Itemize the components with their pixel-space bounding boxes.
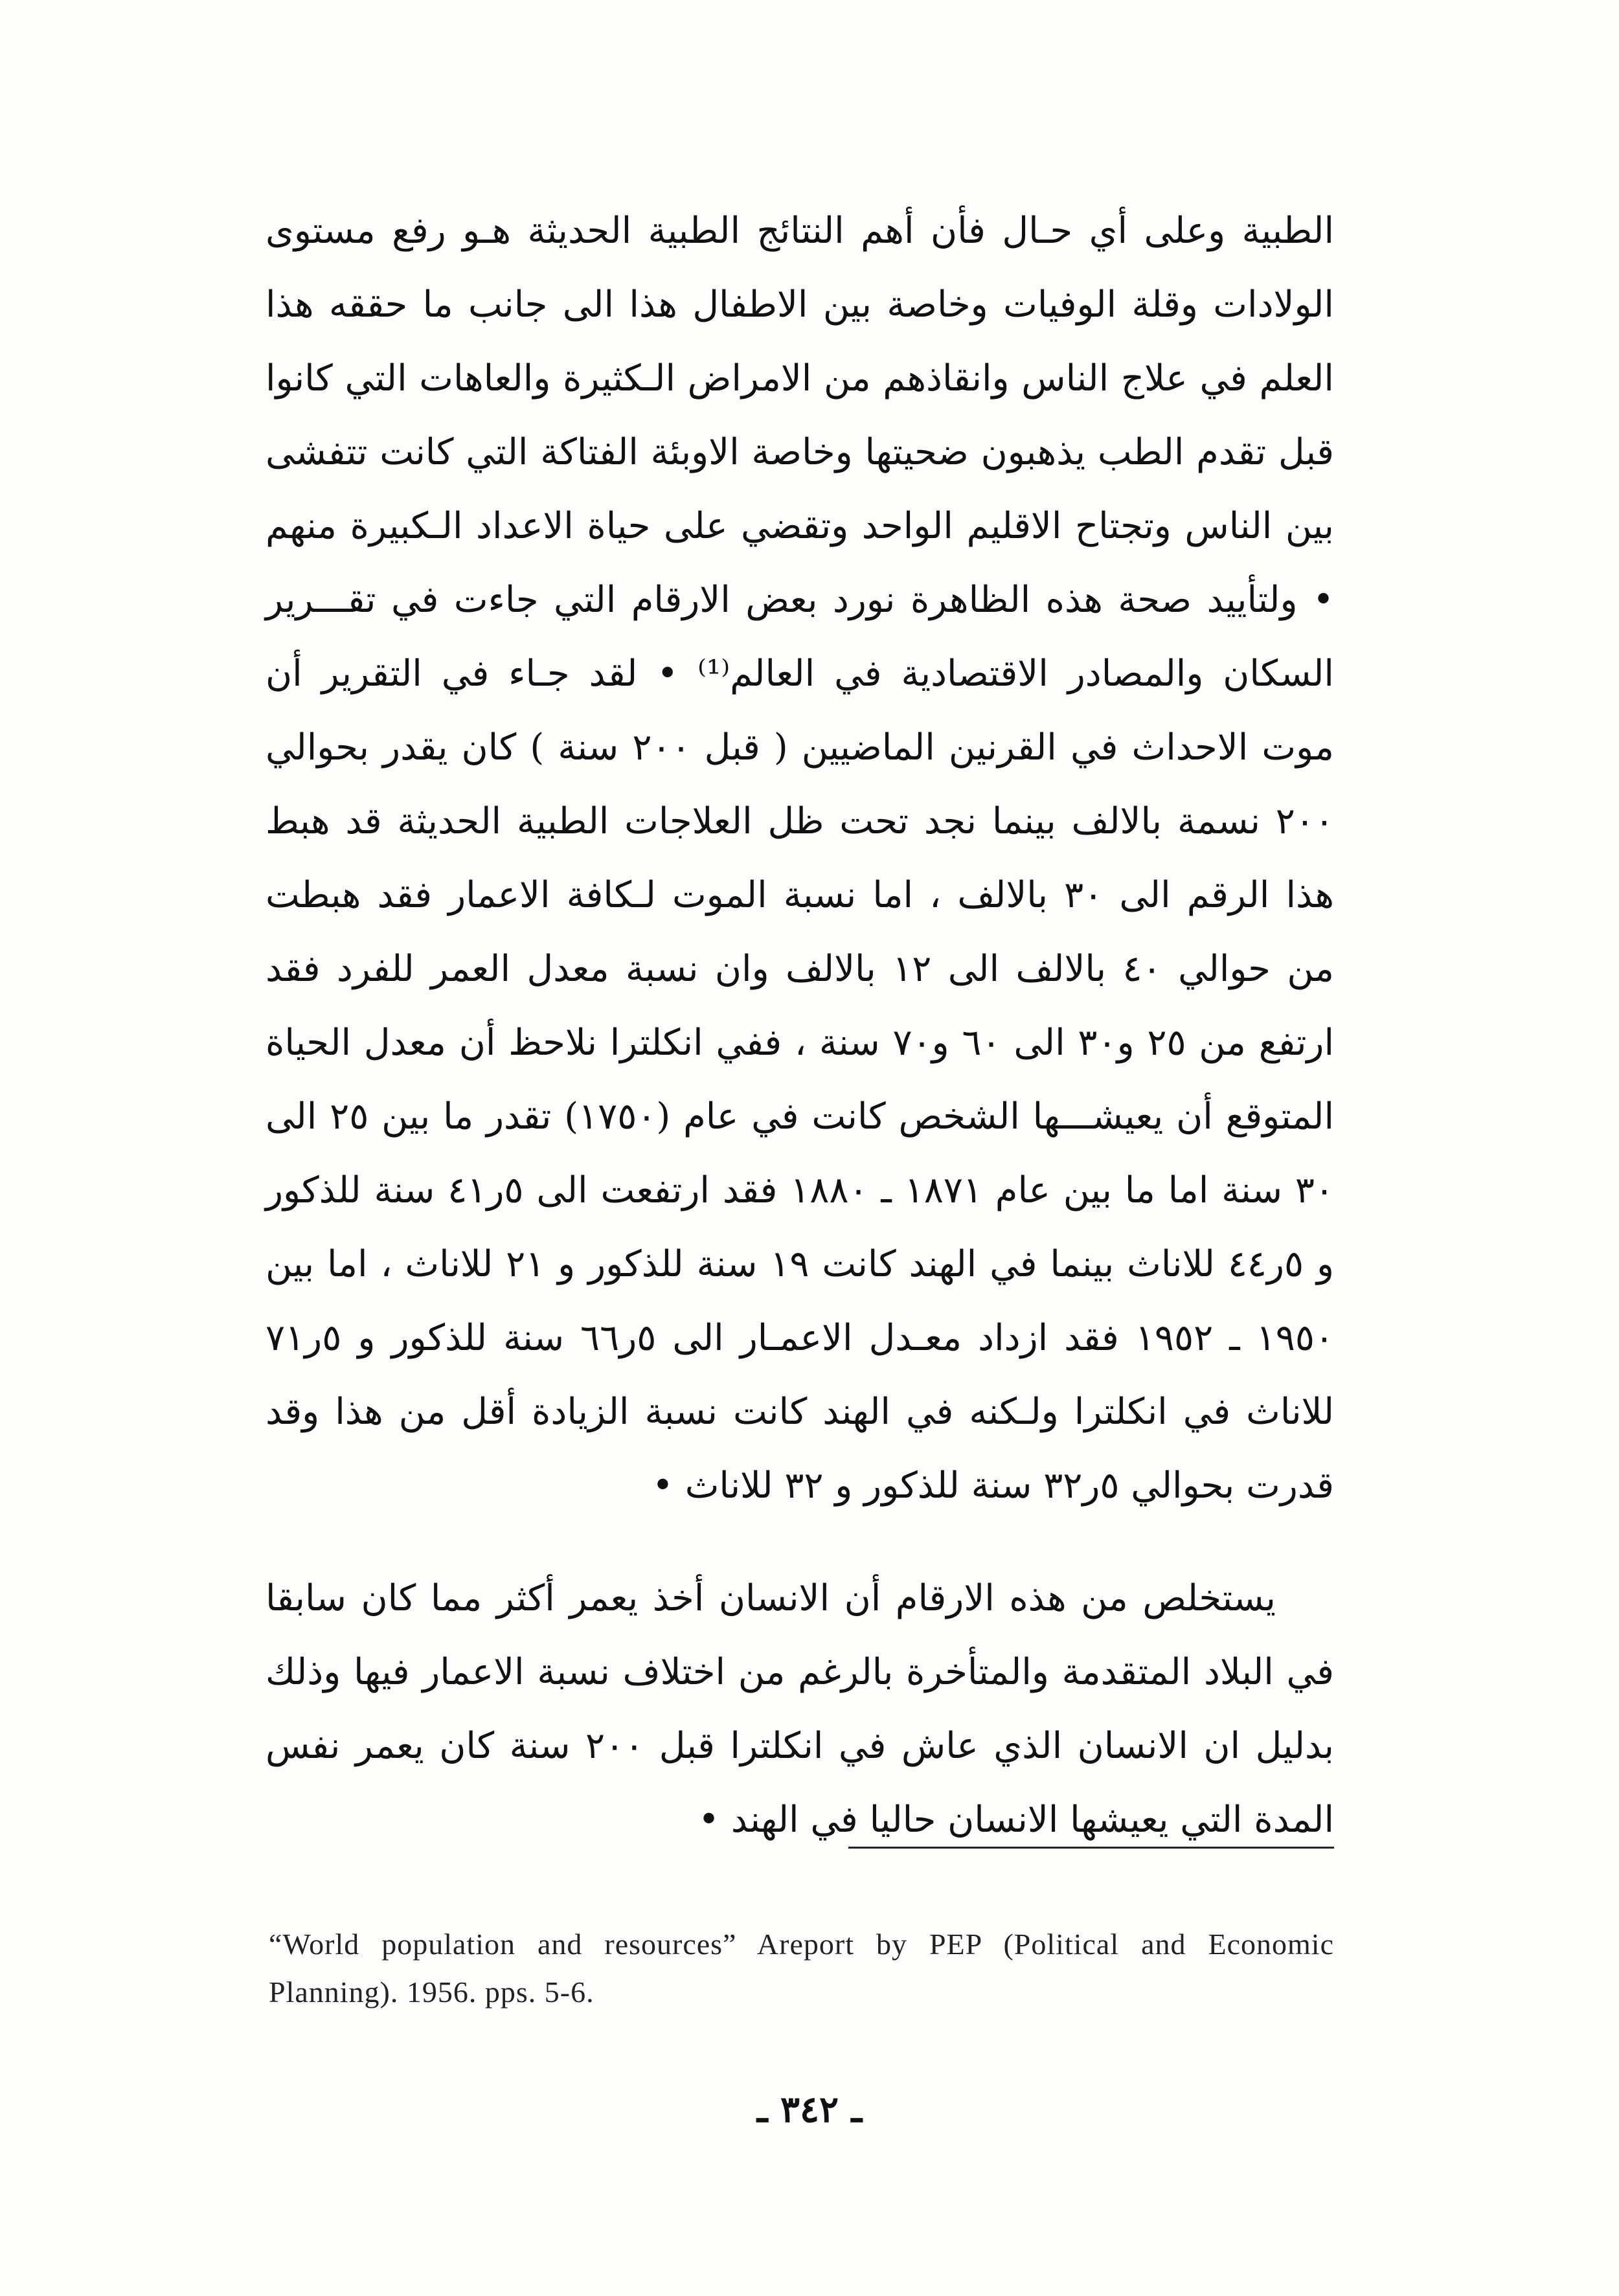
footnote-separator xyxy=(848,1847,1334,1849)
paragraph-2: يستخلص من هذه الارقام أن الانسان أخذ يعمر أكثر مما كان سابقا في البلاد المتقدمة والمتأخرة بالرغم من اختلاف نسبة الاعمار فيها وذلك بدليل ان الانسان الذي عاش في انكلترا قبل ٢٠٠ سنة كان يعمر نفس المدة التي يعيشها الانسان حاليا في الهند • xyxy=(266,1577,1335,1841)
footnote: “World population and resources” Areport by PEP (Political and Economic Planning). 1956. pps. 5-6. xyxy=(269,1928,1334,2009)
page-number: ـ ٣٤٢ ـ xyxy=(756,2088,863,2131)
body-text xyxy=(266,194,1334,1857)
paragraph-1: الطبية وعلى أي حـال فأن أهم النتائج الطبية الحديثة هـو رفع مستوى الولادات وقلة الوفيات وخاصة بين الاطفال هذا الى جانب ما حققه هذا العلم في علاج الناس وانقاذهم من الامراض الـكثيرة والعاهات التي كانوا قبل تقدم الطب يذهبون ضحيتها وخاصة الاوبئة الفتاكة التي كانت تتفشى بين الناس وتجتاح الاقليم الواحد وتقضي على حياة الاعداد الـكبيرة منهم • ولتأييد صحة هذه الظاهرة نورد بعض الارقام التي جاءت في تقـــرير السكان والمصادر الاقتصادية في العالم⁽¹⁾ • لقد جـاء في التقرير أن موت الاحداث في القرنين الماضيين ( قبل ٢٠٠ سنة ) كان يقدر بحوالي ٢٠٠ نسمة بالالف بينما نجد تحت ظل العلاجات الطبية الحديثة قد هبط هذا الرقم الى ٣٠ بالالف ، اما نسبة الموت لـكافة الاعمار فقد هبطت من حوالي ٤٠ بالالف الى ١٢ بالالف وان نسبة معدل العمر للفرد فقد ارتفع من ٢٥ و٣٠ الى ٦٠ و٧٠ سنة ، ففي انكلترا نلاحظ أن معدل الحياة المتوقع أن يعيشـــها الشخص كانت في عام (١٧٥٠) تقدر ما بين ٢٥ الى ٣٠ سنة اما ما بين عام ١٨٧١ ـ ١٨٨٠ فقد ارتفعت الى ٥ر٤١ سنة للذكور و ٥ر٤٤ للاناث بينما في الهند كانت ١٩ سنة للذكور و ٢١ للاناث ، اما بين ١٩٥٠ ـ ١٩٥٢ فقد ازداد معـدل الاعمـار الى ٥ر٦٦ سنة للذكور و ٥ر٧١ للاناث في انكلترا ولـكنه في الهند كانت نسبة الزيادة أقل من هذا وقد قدرت بحوالي ٥ر٣٢ سنة للذكور و ٣٢ للاناث • xyxy=(266,210,1335,1507)
